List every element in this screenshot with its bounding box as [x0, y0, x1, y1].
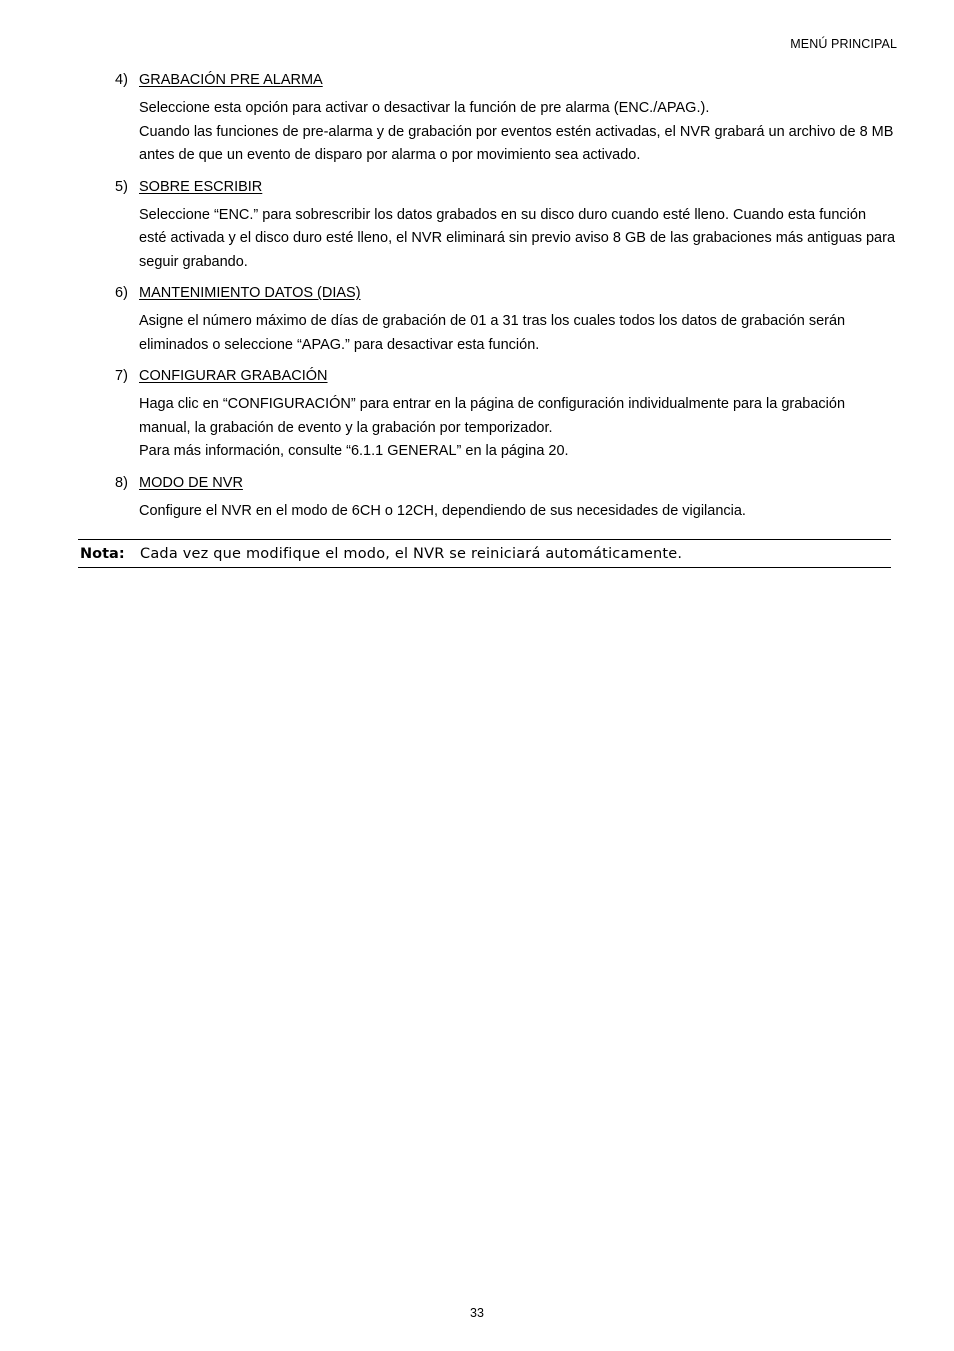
section-paragraph: Seleccione esta opción para activar o desactivar la función de pre alarma (ENC./APAG.).	[139, 100, 710, 116]
page-number: 33	[470, 1306, 484, 1320]
section-heading	[115, 177, 895, 197]
note-text: Cada vez que modifique el modo, el NVR se reiniciará automáticamente.	[140, 545, 683, 562]
section-number: 6)	[115, 285, 128, 301]
section-title: CONFIGURAR GRABACIÓN	[139, 368, 328, 384]
section-body	[139, 97, 895, 168]
section-paragraph: Seleccione “ENC.” para sobrescribir los datos grabados en su disco duro cuando esté lleno. Cuando esta función esté activada y el disco duro esté lleno, el NVR eliminará sin previo aviso 8 GB de las grabaciones más antiguas para seguir grabando.	[139, 206, 896, 270]
section-paragraph: Asigne el número máximo de días de grabación de 01 a 31 tras los cuales todos los datos de grabación serán eliminados o seleccione “APAG.” para desactivar esta función.	[139, 313, 846, 353]
section-number: 7)	[115, 368, 128, 384]
section-record-config	[115, 366, 895, 464]
section-heading	[115, 366, 895, 386]
section-title: MODO DE NVR	[139, 474, 243, 491]
section-paragraph: Para más información, consulte “6.1.1 GENERAL” en la página 20.	[139, 443, 569, 459]
note-label: Nota:	[80, 545, 125, 562]
section-body	[139, 393, 895, 464]
section-heading	[115, 473, 895, 493]
section-body	[139, 310, 895, 357]
section-number: 5)	[115, 178, 128, 195]
section-title: GRABACIÓN PRE ALARMA	[139, 72, 323, 88]
section-overwrite	[115, 177, 895, 275]
section-heading	[115, 70, 895, 90]
section-paragraph: Cuando las funciones de pre-alarma y de grabación por eventos estén activadas, el NVR grabará un archivo de 8 MB antes de que un evento de disparo por alarma o por movimiento sea activado.	[139, 123, 894, 163]
section-data-retention	[115, 283, 895, 357]
section-body	[139, 500, 895, 524]
running-header: MENÚ PRINCIPAL	[790, 37, 897, 51]
settings-list	[115, 70, 895, 532]
section-body	[139, 204, 895, 275]
section-number: 4)	[115, 72, 128, 88]
section-pre-alarm-recording	[115, 70, 895, 168]
section-heading	[115, 283, 895, 303]
section-paragraph: Configure el NVR en el modo de 6CH o 12CH, dependiendo de sus necesidades de vigilancia.	[139, 502, 746, 519]
section-number: 8)	[115, 474, 128, 491]
note-box	[78, 539, 891, 568]
section-nvr-mode	[115, 473, 895, 524]
section-title: SOBRE ESCRIBIR	[139, 178, 263, 195]
section-paragraph: Haga clic en “CONFIGURACIÓN” para entrar en la página de configuración individualmente para la grabación manual, la grabación de evento y la grabación por temporizador.	[139, 396, 846, 436]
section-title: MANTENIMIENTO DATOS (DIAS)	[139, 285, 361, 301]
